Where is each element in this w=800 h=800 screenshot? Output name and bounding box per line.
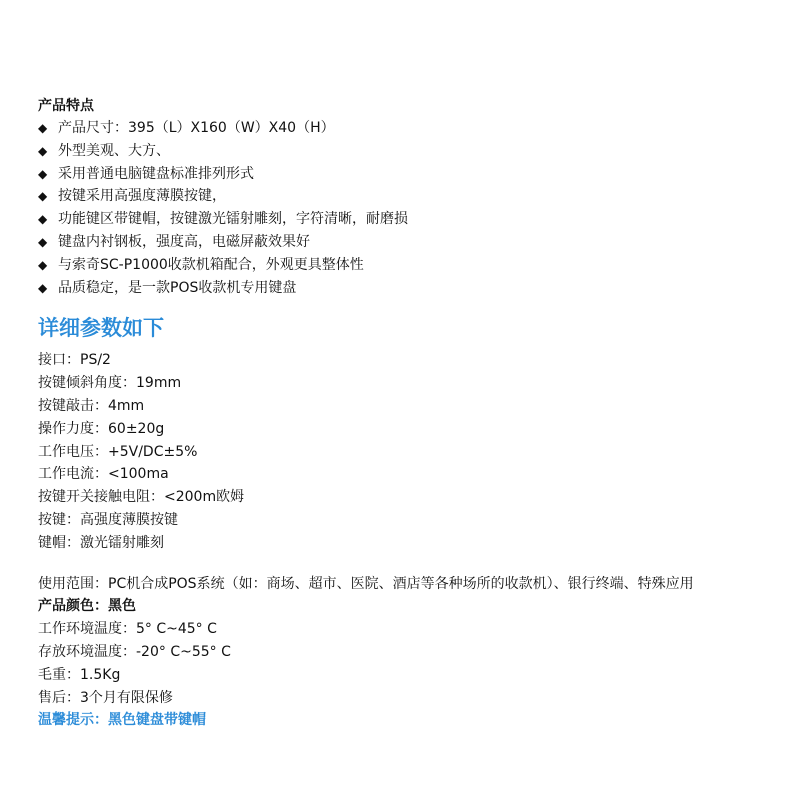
after-sales: 售后：3个月有限保修	[38, 689, 173, 706]
feature-item	[38, 277, 798, 300]
param-key-travel: 按键敲击：4mm	[38, 397, 145, 414]
warm-tip: 温馨提示：黑色键盘带键帽	[38, 712, 206, 729]
params-title: 详细参数如下	[38, 316, 164, 341]
diamond-bullet-icon: ◆	[38, 166, 48, 181]
param-keycaps: 键帽：激光镭射雕刻	[38, 534, 164, 551]
feature-text: 功能键区带键帽，按键激光镭射雕刻，字符清晰，耐磨损	[58, 211, 408, 228]
diamond-bullet-icon: ◆	[38, 212, 48, 227]
param-interface: 接口：PS/2	[38, 352, 111, 369]
param-voltage: 工作电压：+5V/DC±5%	[38, 443, 198, 460]
feature-item	[38, 117, 798, 140]
feature-item	[38, 185, 798, 208]
product-color: 产品颜色：黑色	[38, 598, 136, 615]
param-contact-resistance: 按键开关接触电阻：<200m欧姆	[38, 489, 245, 506]
diamond-bullet-icon: ◆	[38, 121, 48, 135]
features-title: 产品特点	[38, 98, 94, 114]
diamond-bullet-icon: ◆	[38, 257, 48, 272]
diamond-bullet-icon: ◆	[38, 143, 48, 158]
feature-item	[38, 231, 798, 254]
diamond-bullet-icon: ◆	[38, 234, 48, 249]
feature-text: 产品尺寸：395（L）X160（W）X40（H）	[58, 120, 335, 136]
feature-text: 与索奇SC-P1000收款机箱配合，外观更具整体性	[58, 256, 364, 273]
diamond-bullet-icon: ◆	[38, 189, 48, 204]
feature-text: 键盘内衬钢板，强度高，电磁屏蔽效果好	[58, 233, 310, 250]
gross-weight: 毛重：1.5Kg	[38, 666, 121, 683]
param-key-angle: 按键倾斜角度：19mm	[38, 375, 182, 392]
feature-text: 采用普通电脑键盘标准排列形式	[58, 165, 254, 182]
feature-item	[38, 163, 798, 186]
diamond-bullet-icon: ◆	[38, 280, 48, 295]
param-operating-force: 操作力度：60±20g	[38, 420, 165, 437]
feature-text: 品质稳定，是一款POS收款机专用键盘	[58, 279, 297, 296]
param-keys: 按键：高强度薄膜按键	[38, 511, 178, 528]
feature-item	[38, 208, 798, 231]
feature-text: 外型美观、大方、	[58, 142, 170, 159]
product-description	[38, 95, 798, 732]
feature-item	[38, 140, 798, 163]
work-temperature: 工作环境温度：5° C~45° C	[38, 621, 217, 638]
param-current: 工作电流：<100ma	[38, 466, 169, 483]
usage-range: 使用范围：PC机合成POS系统（如：商场、超市、医院、酒店等各种场所的收款机）、银行终端、特殊应用	[38, 575, 694, 592]
feature-item	[38, 254, 798, 277]
section-spacer	[38, 555, 798, 573]
storage-temperature: 存放环境温度：-20° C~55° C	[38, 643, 231, 660]
feature-text: 按键采用高强度薄膜按键，	[58, 188, 226, 205]
